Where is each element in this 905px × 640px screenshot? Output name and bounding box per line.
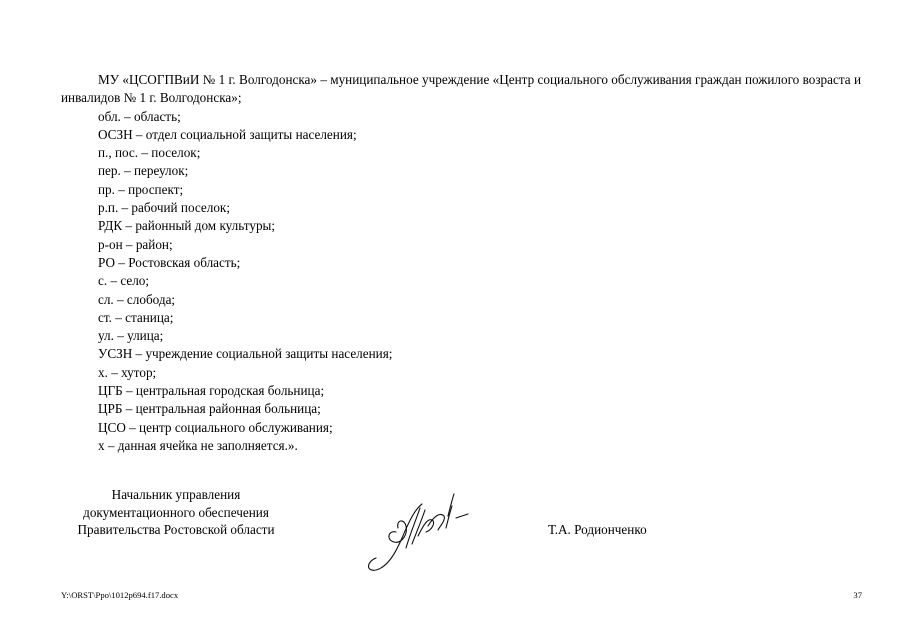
page-number: 37 bbox=[853, 590, 862, 600]
document-body bbox=[61, 71, 861, 455]
abbreviation-item: пр. – проспект; bbox=[98, 181, 184, 197]
footer-file-path: Y:\ORST\Ppo\1012p694.f17.docx bbox=[61, 590, 179, 600]
signer-position-line: Начальник управления bbox=[111, 487, 241, 502]
abbreviation-item: УСЗН – учреждение социальной защиты населения; bbox=[98, 346, 393, 362]
abbreviation-item: пер. – переулок; bbox=[98, 163, 189, 179]
abbreviation-item: р-он – район; bbox=[98, 236, 173, 252]
abbreviation-item: x – данная ячейка не заполняется.». bbox=[98, 437, 298, 453]
abbreviation-item: ОСЗН – отдел социальной защиты населения; bbox=[98, 126, 357, 142]
intro-paragraph: МУ «ЦСОГПВиИ № 1 г. Волгодонска» – муниципальное учреждение «Центр социального обслуживания граждан пожилого возраста и инвалидов № 1 г. Волгодонска»; bbox=[61, 72, 861, 106]
abbreviation-item: ЦГБ – центральная городская больница; bbox=[98, 383, 325, 399]
abbreviation-item: п., пос. – поселок; bbox=[98, 145, 201, 161]
abbreviation-item: сл. – слобода; bbox=[98, 291, 176, 307]
abbreviation-item: с. – село; bbox=[98, 273, 150, 289]
abbreviation-item: р.п. – рабочий поселок; bbox=[98, 200, 230, 216]
abbreviation-item: ЦРБ – центральная районная больница; bbox=[98, 401, 321, 417]
abbreviation-item: РДК – районный дом культуры; bbox=[98, 218, 276, 234]
abbreviation-item: х. – хутор; bbox=[98, 364, 157, 380]
abbreviation-item: обл. – область; bbox=[98, 108, 181, 124]
abbreviation-item: РО – Ростовская область; bbox=[98, 254, 241, 270]
signer-position-title bbox=[61, 486, 291, 539]
abbreviation-item: ЦСО – центр социального обслуживания; bbox=[98, 419, 333, 435]
abbreviation-item: ул. – улица; bbox=[98, 328, 164, 344]
abbreviation-list bbox=[61, 108, 861, 456]
signer-position-line: Правительства Ростовской области bbox=[77, 522, 275, 537]
signer-name: Т.А. Родионченко bbox=[548, 522, 647, 537]
abbreviation-item: ст. – станица; bbox=[98, 309, 174, 325]
handwritten-signature bbox=[362, 486, 474, 572]
signer-position-line: документационного обеспечения bbox=[83, 504, 269, 520]
